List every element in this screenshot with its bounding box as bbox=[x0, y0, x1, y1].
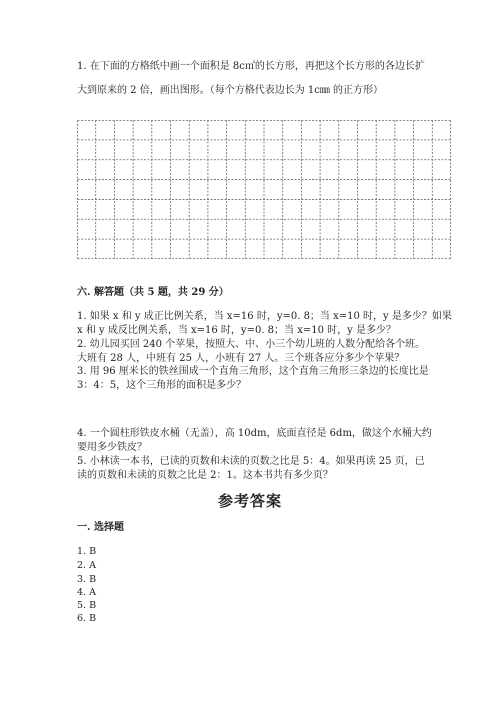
problem-5-line-1: 5. 小林读一本书，已读的页数和未读的页数之比是 5：4。如果再读 25 页，已 bbox=[77, 456, 425, 467]
answer-item: 3. B bbox=[77, 574, 97, 585]
problem-5-line-2: 读的页数和未读的页数之比是 2：1。这本书共有多少页？ bbox=[77, 470, 333, 481]
answer-item: 4. A bbox=[77, 587, 96, 598]
problem-4-line-2: 要用多少铁皮？ bbox=[77, 442, 147, 453]
problem-2-line-2: 大班有 28 人，中班有 25 人，小班有 27 人。三个班各应分多少个苹果？ bbox=[77, 353, 405, 364]
question-1-line-2: 大到原来的 2 倍，画出图形。（每个方格代表边长为 1c㎜ 的正方形） bbox=[77, 85, 384, 96]
answer-item: 2. A bbox=[77, 560, 96, 571]
answer-item: 1. B bbox=[77, 546, 97, 557]
answers-title: 参考答案 bbox=[217, 492, 282, 510]
problem-4-line-1: 4. 一个圆柱形铁皮水桶（无盖），高 10dm，底面直径是 6dm，做这个水桶大约 bbox=[77, 428, 432, 439]
problem-1-line-1: 1. 如果 x 和 y 成正比例关系，当 x=16 时，y=0. 8；当 x=10 时，y 是多少？如果 bbox=[77, 311, 452, 322]
problem-2-line-1: 2. 幼儿园买回 240 个苹果，按照大、中、小三个幼儿班的人数分配给各个班。 bbox=[77, 339, 426, 350]
answer-item: 6. B bbox=[77, 613, 97, 624]
answers-section-heading: 一. 选择题 bbox=[77, 522, 124, 533]
question-1-line-1: 1. 在下面的方格纸中画一个面积是 8c㎡的长方形，再把这个长方形的各边长扩 bbox=[77, 61, 425, 72]
section-6-heading: 六. 解答题（共 5 题，共 29 分） bbox=[77, 287, 229, 298]
problem-1-line-2: x 和 y 成反比例关系，当 x=16 时，y=0. 8；当 x=10 时，y 是多少？ bbox=[77, 325, 396, 336]
problem-3-line-2: 3：4：5，这个三角形的面积是多少？ bbox=[77, 380, 247, 391]
problem-3-line-1: 3. 用 96 厘米长的铁丝围成一个直角三角形，这个直角三角形三条边的长度比是 bbox=[77, 366, 429, 377]
answer-item: 5. B bbox=[77, 600, 97, 611]
grid-paper bbox=[77, 120, 451, 259]
